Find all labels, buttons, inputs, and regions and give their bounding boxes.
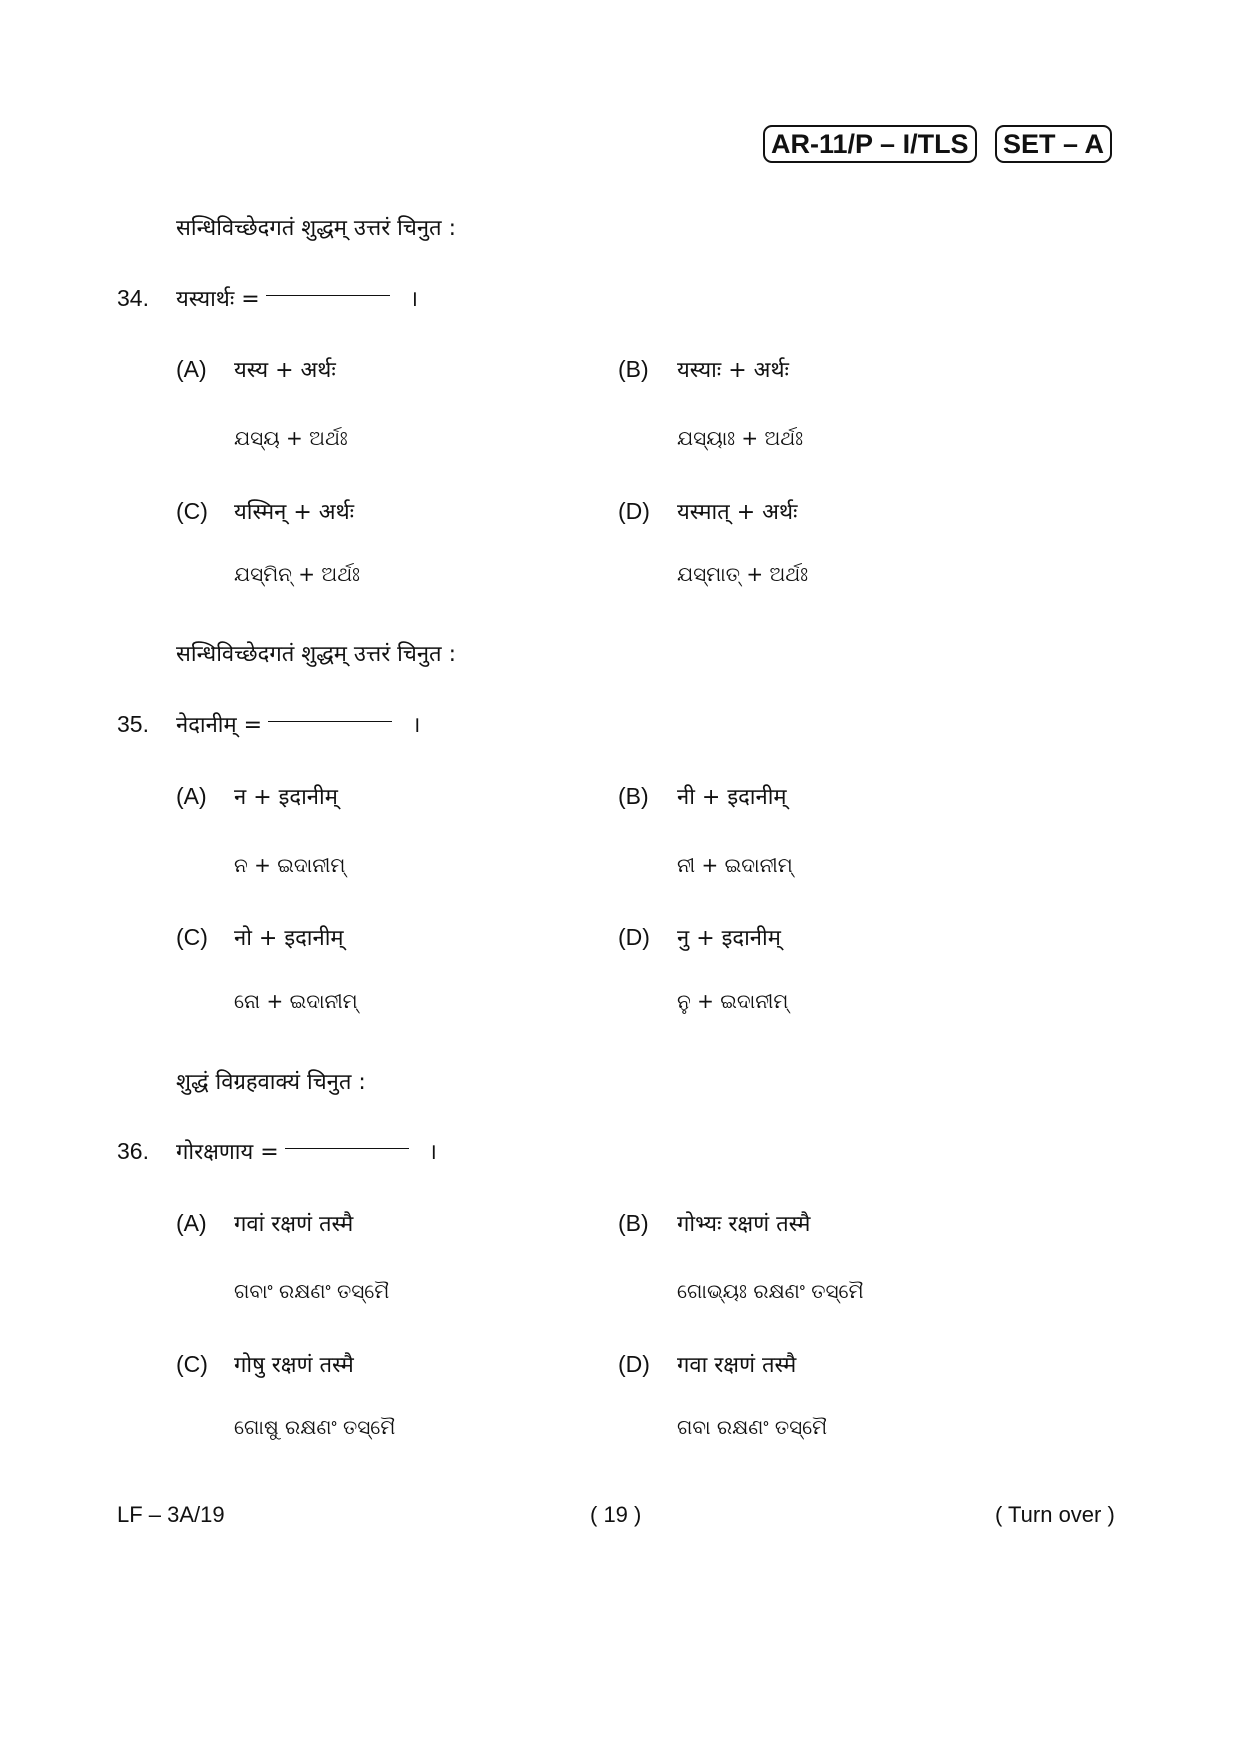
answer-blank <box>268 721 392 722</box>
paper-code: AR-11/P – I/TLS <box>771 129 969 159</box>
option-label: (C) <box>176 924 208 950</box>
option-text-odia: ନୋ + ଇଦାନୀମ୍ <box>234 989 358 1013</box>
option-label: (A) <box>176 783 207 809</box>
set-code-box <box>995 125 1112 163</box>
instruction-36: शुद्धं विग्रहवाक्यं चिनुत : <box>176 1070 366 1095</box>
question-number-35: 35. <box>117 711 149 737</box>
option-text-devanagari: गवां रक्षणं तस्मै <box>234 1212 354 1237</box>
option-text-devanagari: नो + इदानीम् <box>234 926 344 951</box>
option-text-devanagari: गोभ्यः रक्षणं तस्मै <box>677 1212 811 1237</box>
question-word: नेदानीम् = <box>176 713 263 738</box>
option-text-devanagari: गवा रक्षणं तस्मै <box>677 1353 797 1378</box>
option-text-odia: ଗବା ରକ୍ଷଣଂ ତସ୍ମୈ <box>677 1415 828 1439</box>
instruction-34: सन्धिविच्छेदगतं शुद्धम् उत्तरं चिनुत : <box>176 216 457 241</box>
option-text-odia: ନୁ + ଇଦାନୀମ୍ <box>677 989 789 1013</box>
option-label: (D) <box>618 924 650 950</box>
option-text-devanagari: यस्याः + अर्थः <box>677 358 789 383</box>
option-label: (B) <box>618 356 649 382</box>
question-number-34: 34. <box>117 285 149 311</box>
option-text-devanagari: गोषु रक्षणं तस्मै <box>234 1353 354 1378</box>
option-text-odia: ଯସ୍ମିନ୍ + ଅର୍ଥଃ <box>234 562 360 586</box>
answer-blank <box>285 1148 409 1149</box>
option-text-devanagari: न + इदानीम् <box>234 785 338 810</box>
option-text-odia: ଗୋଭ୍ୟଃ ରକ୍ଷଣଂ ତସ୍ମୈ <box>677 1279 864 1303</box>
option-label: (C) <box>176 498 208 524</box>
option-label: (D) <box>618 1351 650 1377</box>
question-word: यस्यार्थः = <box>176 287 260 312</box>
option-label: (D) <box>618 498 650 524</box>
option-text-odia: ଯସ୍ମାତ୍ + ଅର୍ଥଃ <box>677 562 808 586</box>
option-label: (A) <box>176 1210 207 1236</box>
option-text-odia: ଗୋଷୁ ରକ୍ଷଣଂ ତସ୍ମୈ <box>234 1415 396 1439</box>
danda: । <box>409 287 419 312</box>
question-word: गोरक्षणाय = <box>176 1140 279 1165</box>
option-label: (C) <box>176 1351 208 1377</box>
option-text-devanagari: नी + इदानीम् <box>677 785 787 810</box>
paper-code-box <box>763 125 977 163</box>
option-text-devanagari: यस्मिन् + अर्थः <box>234 500 355 525</box>
option-label: (B) <box>618 1210 649 1236</box>
danda: । <box>412 713 421 738</box>
question-34 <box>176 283 418 313</box>
option-text-devanagari: यस्मात् + अर्थः <box>677 500 798 525</box>
page-number: ( 19 ) <box>590 1502 642 1527</box>
option-text-odia: ଗବାଂ ରକ୍ଷଣଂ ତସ୍ମୈ <box>234 1279 390 1303</box>
danda: । <box>428 1140 437 1165</box>
option-text-devanagari: यस्य + अर्थः <box>234 358 336 383</box>
instruction-35: सन्धिविच्छेदगतं शुद्धम् उत्तरं चिनुत : <box>176 642 457 667</box>
option-text-odia: ନୀ + ଇଦାନୀମ୍ <box>677 853 793 877</box>
question-35 <box>176 709 420 739</box>
footer-code: LF – 3A/19 <box>117 1502 225 1527</box>
option-text-odia: ଯସ୍ୟାଃ + ଅର୍ଥଃ <box>677 426 804 450</box>
option-label: (B) <box>618 783 649 809</box>
option-text-devanagari: नु + इदानीम् <box>677 926 781 951</box>
question-number-36: 36. <box>117 1138 149 1164</box>
set-code: SET – A <box>1003 129 1105 159</box>
answer-blank <box>266 295 390 296</box>
option-label: (A) <box>176 356 207 382</box>
option-text-odia: ନ + ଇଦାନୀମ୍ <box>234 853 346 877</box>
question-36 <box>176 1136 437 1166</box>
turn-over: ( Turn over ) <box>995 1502 1115 1527</box>
option-text-odia: ଯସ୍ୟ + ଅର୍ଥଃ <box>234 426 348 450</box>
